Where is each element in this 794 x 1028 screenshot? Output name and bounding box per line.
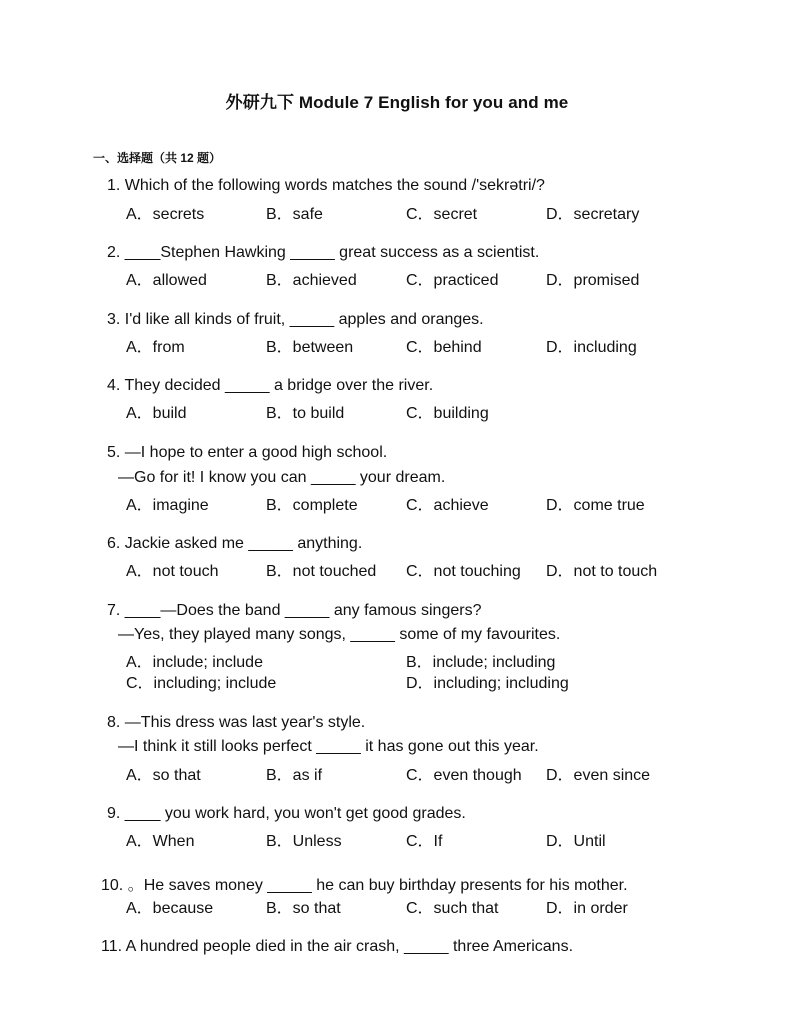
option-d[interactable]: D．even since [546,767,651,784]
option-a[interactable]: A．allowed [126,272,207,289]
option-b[interactable]: B．achieved [266,272,357,289]
option-a[interactable]: A．build [126,405,187,422]
question-stem: 2. ____Stephen Hawking _____ great success as a scientist. [107,244,540,261]
option-c[interactable]: C．achieve [406,497,489,514]
question-stem: 11. A hundred people died in the air crash, _____ three Americans. [101,938,574,955]
option-d[interactable]: D．promised [546,272,640,289]
option-c[interactable]: C．practiced [406,272,499,289]
question-stem-line-2: —Go for it! I know you can _____ your dream. [118,469,446,486]
option-d[interactable]: D．come true [546,497,645,514]
option-b[interactable]: B．so that [266,900,341,917]
question-stem: 5. —I hope to enter a good high school. [107,444,388,461]
option-b[interactable]: B．safe [266,206,323,223]
option-d[interactable]: D．not to touch [546,563,658,580]
option-d[interactable]: D．including; including [406,675,569,692]
option-b[interactable]: B．complete [266,497,358,514]
option-c[interactable]: C．not touching [406,563,521,580]
option-c[interactable]: C．even though [406,767,522,784]
option-d[interactable]: D．including [546,339,637,356]
option-a[interactable]: A．because [126,900,214,917]
page-title: 外研九下 Module 7 English for you and me [225,93,569,112]
question-stem: 10. 。He saves money _____ he can buy birthday presents for his mother. [101,877,628,894]
option-c[interactable]: C．building [406,405,489,422]
question-stem-line-2: —Yes, they played many songs, _____ some of my favourites. [118,626,561,643]
option-d[interactable]: D．secretary [546,206,640,223]
option-b[interactable]: B．not touched [266,563,377,580]
question-stem: 4. They decided _____ a bridge over the river. [107,377,434,394]
option-c[interactable]: C．If [406,833,443,850]
option-b[interactable]: B．as if [266,767,323,784]
option-a[interactable]: A．When [126,833,195,850]
option-c[interactable]: C．behind [406,339,482,356]
option-d[interactable]: D．Until [546,833,606,850]
section-heading: 一、选择题（共 12 题） [93,151,222,165]
option-d[interactable]: D．in order [546,900,628,917]
option-a[interactable]: A．not touch [126,563,219,580]
question-stem: 3. I'd like all kinds of fruit, _____ apples and oranges. [107,311,484,328]
question-stem-line-2: —I think it still looks perfect _____ it has gone out this year. [118,738,539,755]
option-a[interactable]: A．so that [126,767,201,784]
question-stem: 6. Jackie asked me _____ anything. [107,535,363,552]
option-c[interactable]: C．secret [406,206,478,223]
question-stem: 1. Which of the following words matches the sound /'sekrətri/? [107,177,545,194]
question-stem: 9. ____ you work hard, you won't get good grades. [107,805,466,822]
option-b[interactable]: B．to build [266,405,345,422]
option-a[interactable]: A．from [126,339,185,356]
question-stem: 8. —This dress was last year's style. [107,714,366,731]
option-b[interactable]: B．between [266,339,354,356]
option-b[interactable]: B．include; including [406,654,556,671]
question-stem: 7. ____—Does the band _____ any famous singers? [107,602,482,619]
option-b[interactable]: B．Unless [266,833,342,850]
option-c[interactable]: C．including; include [126,675,277,692]
option-c[interactable]: C．such that [406,900,499,917]
option-a[interactable]: A．secrets [126,206,205,223]
option-a[interactable]: A．imagine [126,497,209,514]
option-a[interactable]: A．include; include [126,654,263,671]
